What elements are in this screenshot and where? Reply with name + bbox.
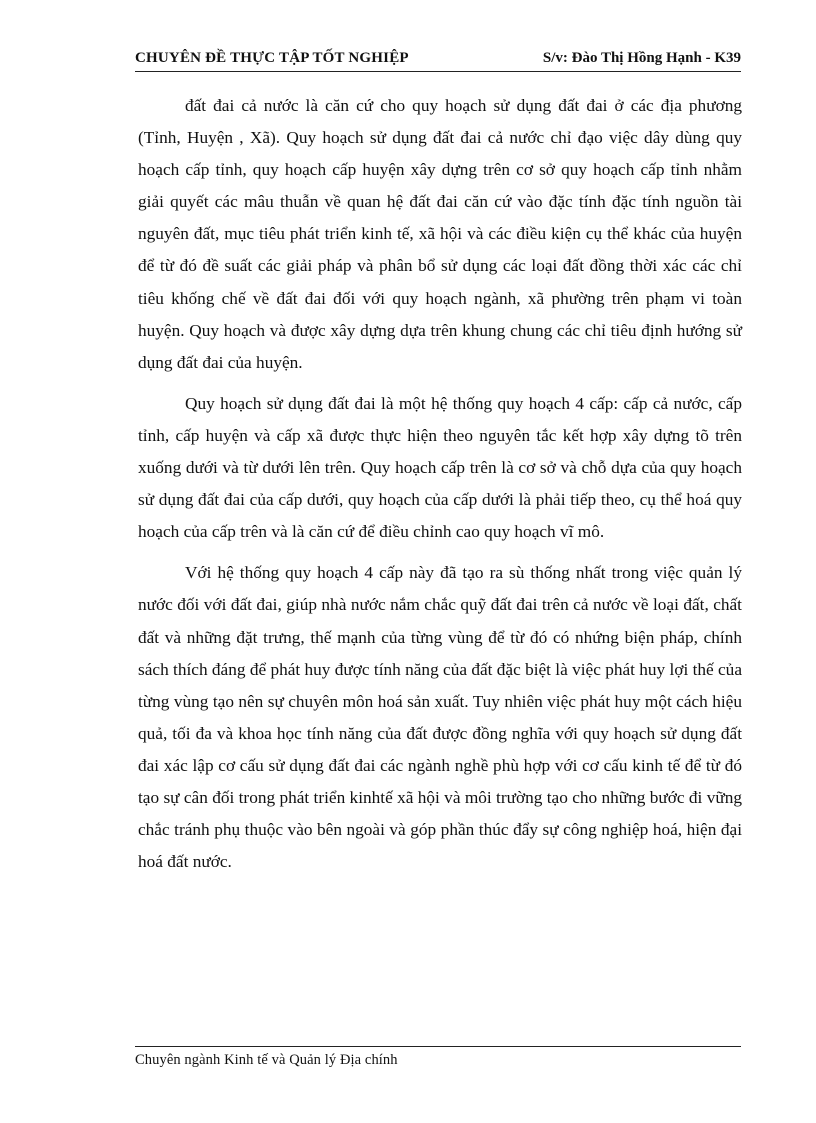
paragraph: Với hệ thống quy hoạch 4 cấp này đã tạo ra sù thống nhất trong việc quản lý nước đối với đất đai, giúp nhà nước nắm chắc quỹ đất đai trên cả nước về loại đất, chất đất và những đặt trưng, thế mạnh của từng vùng để từ đó có nhứng biện pháp, chính sách thích đáng để phát huy được tính năng của đất đặc biệt là việc phát huy lợi thế của từng vùng tạo nên sự chuyên môn hoá sản xuất. Tuy nhiên việc phát huy một cách hiệu quả, tối đa và khoa học tính năng của đất được đồng nghĩa với quy hoạch sử dụng đất đai xác lập cơ cấu sử dụng đất đai các ngành nghề phù hợp với cơ cấu kinh tế để từ đó tạo sự cân đối trong phát triển kinhtế xã hội và môi trường tạo cho những bước đi vững chắc tránh phụ thuộc vào bên ngoài và góp phần thúc đẩy sự công nghiệp hoá, hiện đại hoá đất nước. [138,563,742,872]
page-header [135,49,741,72]
footer-text: Chuyên ngành Kinh tế và Quản lý Địa chính [135,1052,398,1068]
page-footer [135,1046,741,1069]
header-author: S/v: Đào Thị Hồng Hạnh - K39 [542,50,741,66]
document-body [138,90,742,887]
header-title: CHUYÊN ĐỀ THỰC TẬP TỐT NGHIỆP [135,50,409,66]
paragraph: đất đai cả nước là căn cứ cho quy hoạch sử dụng đất đai ở các địa phương (Tỉnh, Huyện , Xã). Quy hoạch sử dụng đất đai cả nước chỉ đạo việc dây dùng quy hoạch cấp tỉnh, quy hoạch cấp huyện xây dựng trên cơ sở quy hoạch cấp tỉnh nhằm giải quyết các mâu thuẫn về quan hệ đất đai căn cứ vào đặc tính đặc tính nguồn tài nguyên đất, mục tiêu phát triển kinh tế, xã hội và các điều kiện cụ thể khác của huyện để từ đó đề suất các giải pháp và phân bổ sử dụng các loại đất đồng thời xác các chỉ tiêu khống chế về đất đai đối với quy hoạch ngành, xã phường trên phạm vi toàn huyện. Quy hoạch và được xây dựng dựa trên khung chung các chỉ tiêu định hướng sử dụng đất đai của huyện. [138,96,742,372]
paragraph: Quy hoạch sử dụng đất đai là một hệ thống quy hoạch 4 cấp: cấp cả nước, cấp tỉnh, cấp huyện và cấp xã được thực hiện theo nguyên tắc kết hợp xây dựng tõ trên xuống dưới và từ dưới lên trên. Quy hoạch cấp trên là cơ sở và chỗ dựa của quy hoạch sử dụng đất đai của cấp dưới, quy hoạch của cấp dưới là phải tiếp theo, cụ thể hoá quy hoạch của cấp trên và là căn cứ để điều chỉnh cao quy hoạch vĩ mô. [138,393,742,542]
